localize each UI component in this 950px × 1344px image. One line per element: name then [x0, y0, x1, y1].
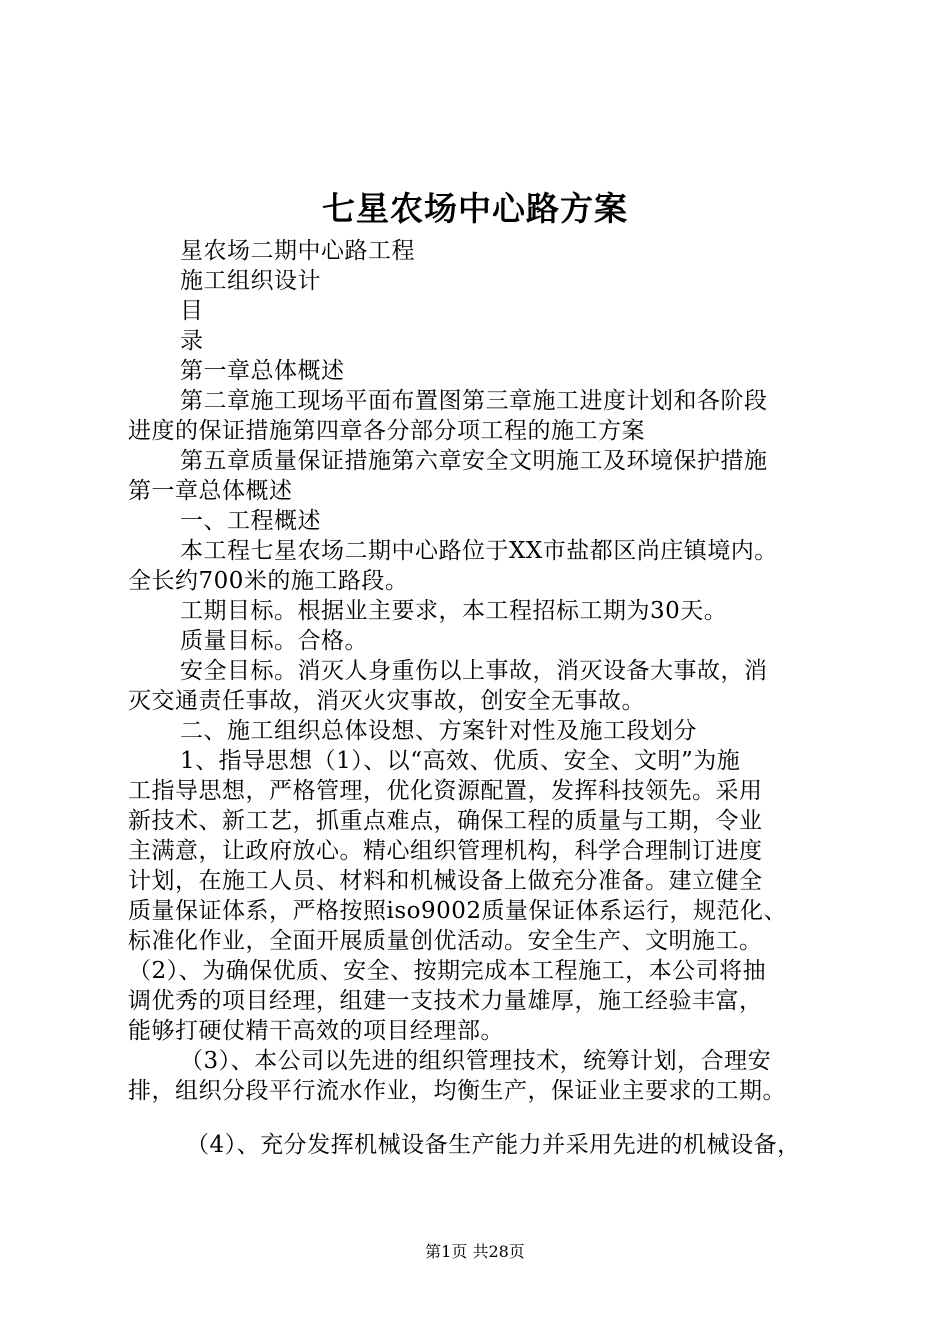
body-line: （2）、为确保优质、安全、按期完成本工程施工，本公司将抽: [128, 958, 767, 984]
body-line: （4）、充分发挥机械设备生产能力并采用先进的机械设备，: [186, 1132, 801, 1158]
body-line: 第一章总体概述: [180, 358, 345, 384]
body-line: 主满意，让政府放心。精心组织管理机构，科学合理制订进度: [128, 838, 763, 864]
body-line: 1、指导思想（1）、以“高效、优质、安全、文明”为施: [180, 748, 741, 774]
body-line: 二、施工组织总体设想、方案针对性及施工段划分: [180, 718, 697, 744]
page-footer: 第1页 共28页: [425, 1242, 525, 1261]
body-line: 工指导思想，严格管理，优化资源配置，发挥科技领先。采用: [128, 778, 763, 804]
body-line: 一、工程概述: [180, 508, 321, 534]
body-line: 施工组织设计: [180, 268, 321, 294]
body-line: 计划，在施工人员、材料和机械设备上做充分准备。建立健全: [128, 868, 763, 894]
body-line: 录: [180, 328, 204, 354]
body-line: 排，组织分段平行流水作业，均衡生产，保证业主要求的工期。: [128, 1078, 786, 1104]
body-line: 进度的保证措施第四章各分部分项工程的施工方案: [128, 418, 645, 444]
body-line: 第五章质量保证措施第六章安全文明施工及环境保护措施: [180, 448, 768, 474]
body-line: 安全目标。消灭人身重伤以上事故，消灭设备大事故，消: [180, 658, 768, 684]
body-line: 灭交通责任事故，消灭火灾事故，创安全无事故。: [128, 688, 645, 714]
body-line: 质量保证体系，严格按照iso9002质量保证体系运行，规范化、: [128, 898, 788, 924]
body-line: 新技术、新工艺，抓重点难点，确保工程的质量与工期，令业: [128, 808, 763, 834]
body-line: 全长约700米的施工路段。: [128, 568, 409, 594]
body-line: 目: [180, 298, 204, 324]
document-body: [128, 236, 838, 1160]
body-line: 质量目标。合格。: [180, 628, 368, 654]
body-line: 第一章总体概述: [128, 478, 293, 504]
document-title: 七星农场中心路方案: [322, 189, 628, 228]
body-line: 本工程七星农场二期中心路位于XX市盐都区尚庄镇境内。: [180, 538, 778, 564]
body-line: （3）、本公司以先进的组织管理技术，统筹计划，合理安: [180, 1048, 772, 1074]
body-line: 星农场二期中心路工程: [180, 238, 415, 264]
paragraph-gap: [128, 1106, 838, 1130]
body-line: 调优秀的项目经理，组建一支技术力量雄厚，施工经验丰富，: [128, 988, 763, 1014]
body-line: 第二章施工现场平面布置图第三章施工进度计划和各阶段: [180, 388, 768, 414]
body-line: 标准化作业，全面开展质量创优活动。安全生产、文明施工。: [128, 928, 763, 954]
body-line: 工期目标。根据业主要求，本工程招标工期为30天。: [180, 598, 728, 624]
body-line: 能够打硬仗精干高效的项目经理部。: [128, 1018, 504, 1044]
